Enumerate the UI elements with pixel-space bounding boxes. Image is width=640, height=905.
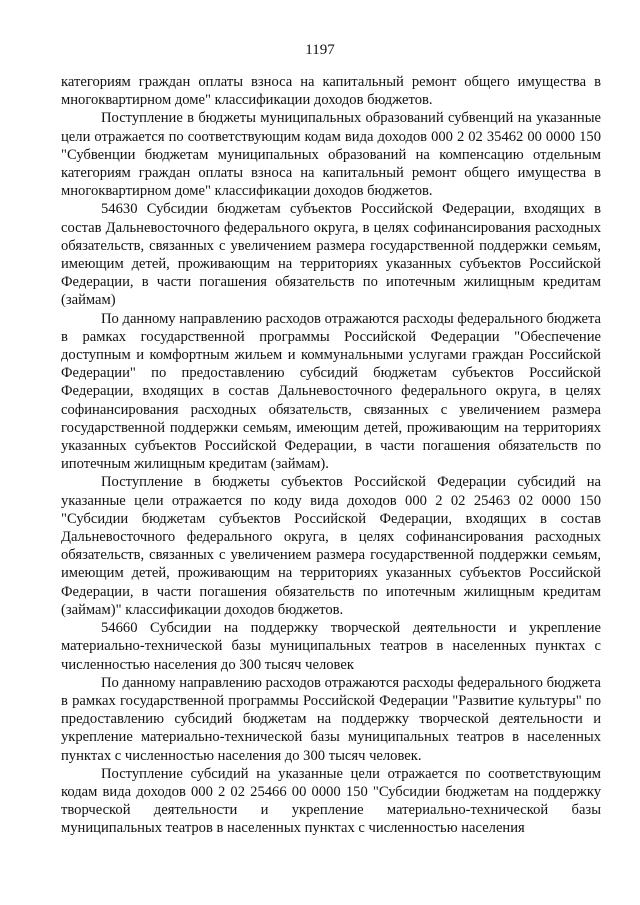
paragraph: По данному направлению расходов отражаются расходы федерального бюджета в рамках государственной программы Российской Федерации "Развитие культуры" по предоставлению субсидий бюджетам на поддержку творческой деятельности и укрепление материально-технической базы муниципальных театров в населенных пунктах с численностью населения до 300 тысяч человек. — [61, 674, 601, 764]
paragraph: Поступление субсидий на указанные цели отражается по соответствующим кодам вида доходов 000 2 02 25466 00 0000 150 "Субсидии бюджетам на поддержку творческой деятельности и укрепление материально-технической базы муниципальных театров в населенных пунктах с численностью населения — [61, 765, 601, 837]
section-heading-54660: 54660 Субсидии на поддержку творческой деятельности и укрепление материально-технической базы муниципальных театров в населенных пунктах с численностью населения до 300 тысяч человек — [61, 620, 601, 673]
paragraph: Поступление в бюджеты субъектов Российской Федерации субсидий на указанные цели отражается по коду вида доходов 000 2 02 25463 02 0000 150 "Субсидии бюджетам субъектов Российской Федерации, входящих в состав Дальневосточного федерального округа, в целях софинансирования расходных обязательств, связанных с увеличением размера государственной поддержки семьям, имеющим детей, проживающим на территориях указанных субъектов Российской Федерации, в части погашения обязательств по ипотечным жилищным кредитам (займам)" классификации доходов бюджетов. — [61, 474, 601, 618]
section-heading-54630: 54630 Субсидии бюджетам субъектов Российской Федерации, входящих в состав Дальневосточного федерального округа, в целях софинансирования расходных обязательств, связанных с увеличением размера государственной поддержки семьям, имеющим детей, проживающим на территориях указанных субъектов Российской Федерации, в части погашения обязательств по ипотечным жилищным кредитам (займам) — [61, 201, 601, 309]
paragraph-continuation: категориям граждан оплаты взноса на капитальный ремонт общего имущества в многоквартирном доме" классификации доходов бюджетов. — [61, 74, 601, 109]
document-body — [61, 73, 601, 838]
paragraph: По данному направлению расходов отражаются расходы федерального бюджета в рамках государственной программы Российской Федерации "Обеспечение доступным и комфортным жильем и коммунальными услугами граждан Российской Федерации" по предоставлению субсидий бюджетам субъектов Российской Федерации, входящих в состав Дальневосточного федерального округа, в целях софинансирования расходных обязательств, связанных с увеличением размера государственной поддержки семьям, имеющим детей, проживающим на территориях указанных субъектов Российской Федерации, в части погашения обязательств по ипотечным жилищным кредитам (займам). — [61, 310, 601, 473]
page-number: 1197 — [305, 42, 335, 58]
paragraph: Поступление в бюджеты муниципальных образований субвенций на указанные цели отражается по соответствующим кодам вида доходов 000 2 02 35462 00 0000 150 "Субвенции бюджетам муниципальных образований на компенсацию отдельным категориям граждан оплаты взноса на капитальный ремонт общего имущества в многоквартирном доме" классификации доходов бюджетов. — [61, 110, 601, 200]
